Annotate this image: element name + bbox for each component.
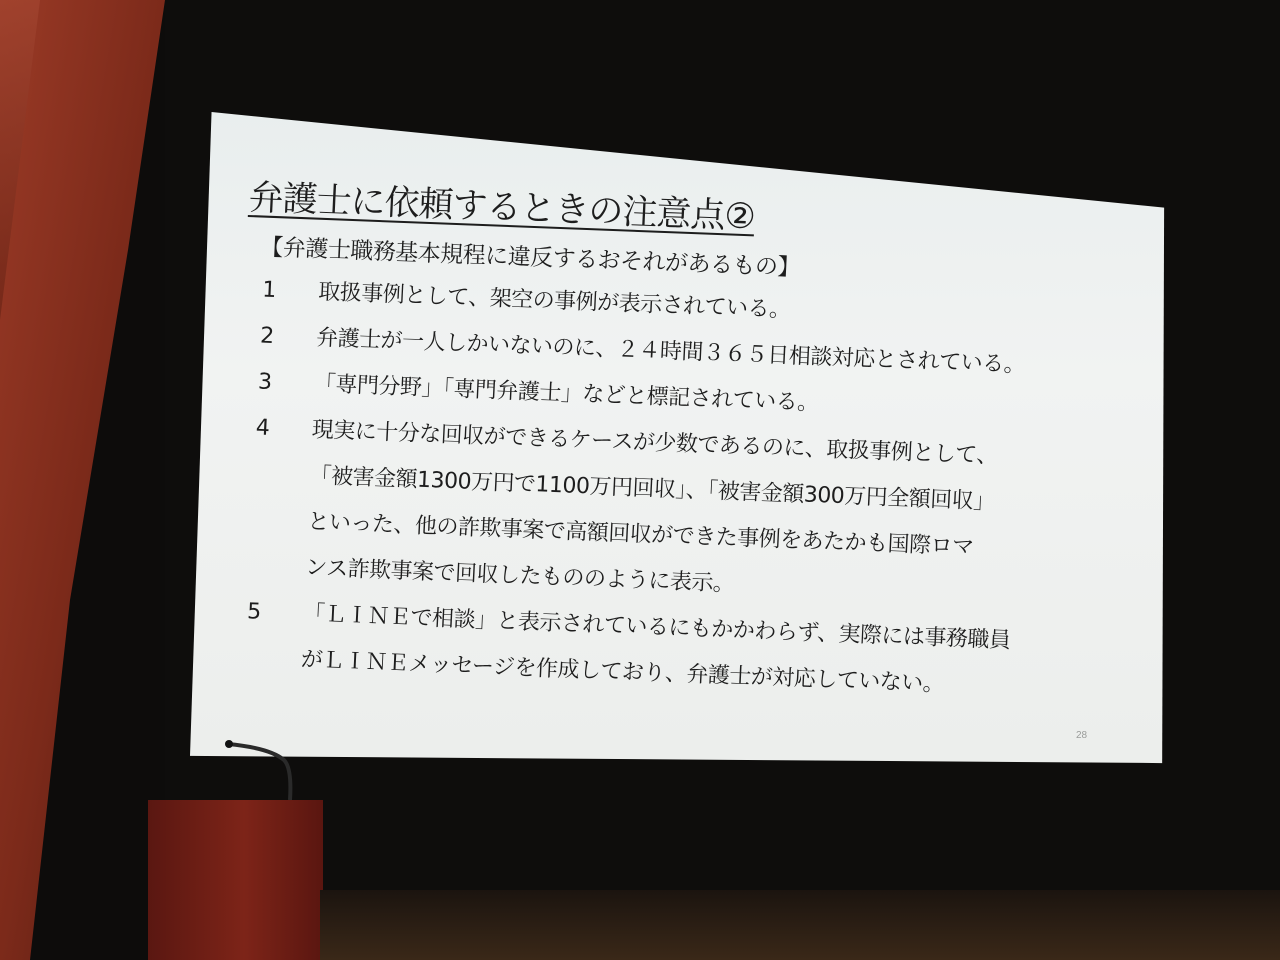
list-item-number: 2 [259, 323, 275, 350]
list-item-number: 4 [255, 415, 270, 441]
slide-subheading: 【弁護士職務基本規程に違反するおそれがあるもの】 [259, 234, 801, 282]
slide-title: 弁護士に依頼するときの注意点② [247, 177, 756, 238]
list-item-text: 「ＬＩＮＥで相談」と表示されているにもかかわらず、実際には事務職員 がＬＩＮＥメッセージを作成しており、弁護士が対応していない。 [300, 601, 1011, 698]
slide-page-number: 28 [1076, 730, 1088, 741]
list-item-text: 「専門分野」「専門弁護士」などと標記されている。 [313, 371, 820, 416]
list-item-text: 弁護士が一人しかいないのに、２４時間３６５日相談対応とされている。 [315, 325, 1026, 378]
list-item-text: 現実に十分な回収ができるケースが少数であるのに、取扱事例として、 「被害金額1300万円で1100万円回収」、「被害金額300万円全額回収」 といった、他の詐欺事案で高額回収ができた事例をあたかも国際ロマ ンス詐欺事案で回収したもののように表示。 [304, 417, 999, 597]
list-item-number: 5 [246, 599, 262, 625]
list-item-text: 取扱事例として、架空の事例が表示されている。 [317, 279, 792, 323]
podium [148, 800, 323, 960]
list-item-number: 1 [261, 277, 277, 304]
list-item-number: 3 [257, 369, 273, 395]
stage-floor [320, 890, 1280, 960]
